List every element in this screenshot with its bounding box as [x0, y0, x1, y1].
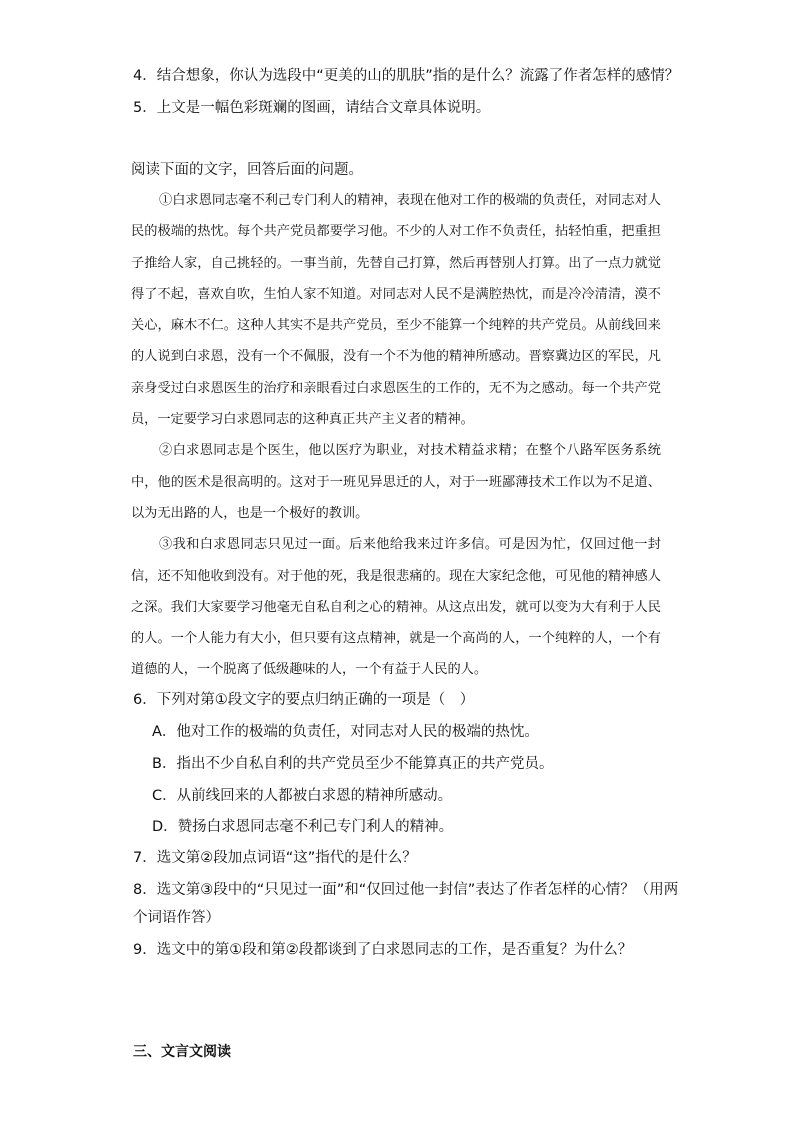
question-5: 5．上文是一幅色彩斑斓的图画，请结合文章具体说明。 [133, 100, 491, 116]
question-6-stem: 6．下列对第①段文字的要点归纳正确的一项是（ ） [133, 692, 475, 708]
question-8-line-1: 8．选文第③段中的“只见过一面”和“仅回过他一封信”表达了作者怎样的心情？（用两 [133, 882, 679, 898]
passage-paragraph-1: ①白求恩同志毫不利己专门利人的精神，表现在他对工作的极端的负责任，对同志对人民的极端的热忱。每个共产党员都要学习他。不少的人对工作不负责任，拈轻怕重，把重担子推给人家，自己挑轻的。一事当前，先替自己打算，然后再替别人打算。出了一点力就觉得了不起，喜欢自吹，生怕人家不知道。对同志对人民不是满腔热忱，而是冷冷清清，漠不关心，麻木不仁。这种人其实不是共产党员，至少不能算一个纯粹的共产党员。从前线回来的人说到白求恩，没有一个不佩服，没有一个不为他的精神所感动。晋察冀边区的军民，凡亲身受过白求恩医生的治疗和亲眼看过白求恩医生的工作的，无不为之感动。每一个共产党员，一定要学习白求恩同志的这种真正共产主义者的精神。 [131, 193, 661, 428]
reading-passage [131, 185, 661, 686]
question-8-line-2: 个词语作答） [133, 910, 220, 926]
question-9: 9．选文中的第①段和第②段都谈到了白求恩同志的工作，是否重复？为什么？ [133, 942, 633, 958]
reading-intro: 阅读下面的文字，回答后面的问题。 [131, 162, 363, 178]
passage-paragraph-3: ③我和白求恩同志只见过一面。后来他给我来过许多信。可是因为忙，仅回过他一封信，还不知他收到没有。对于他的死，我是很悲痛的。现在大家纪念他，可见他的精神感人之深。我们大家要学习他毫无自私自利之心的精神。从这点出发，就可以变为大有利于人民的人。一个人能力有大小，但只要有这点精神，就是一个高尚的人，一个纯粹的人，一个有道德的人，一个脱离了低级趣味的人，一个有益于人民的人。 [131, 537, 661, 678]
passage-paragraph-2: ②白求恩同志是个医生，他以医疗为职业，对技术精益求精；在整个八路军医务系统中，他的医术是很高明的。这对于一班见异思迁的人，对于一班鄙薄技术工作以为不足道、以为无出路的人，也是一个极好的教训。 [131, 443, 661, 521]
section-title: 三、文言文阅读 [133, 1044, 231, 1060]
question-6-option-a: A．他对工作的极端的负责任，对同志对人民的极端的热忱。 [152, 724, 539, 740]
question-7: 7．选文第②段加点词语“这”指代的是什么？ [133, 850, 417, 866]
question-6-option-c: C．从前线回来的人都被白求恩的精神所感动。 [152, 788, 453, 804]
question-6-option-b: B．指出不少自私自利的共产党员至少不能算真正的共产党员。 [152, 756, 554, 772]
question-4: 4．结合想象，你认为选段中“更美的山的肌肤”指的是什么？流露了作者怎样的感情？ [133, 68, 680, 84]
question-6-option-d: D．赞扬白求恩同志毫不利己专门利人的精神。 [152, 819, 454, 835]
